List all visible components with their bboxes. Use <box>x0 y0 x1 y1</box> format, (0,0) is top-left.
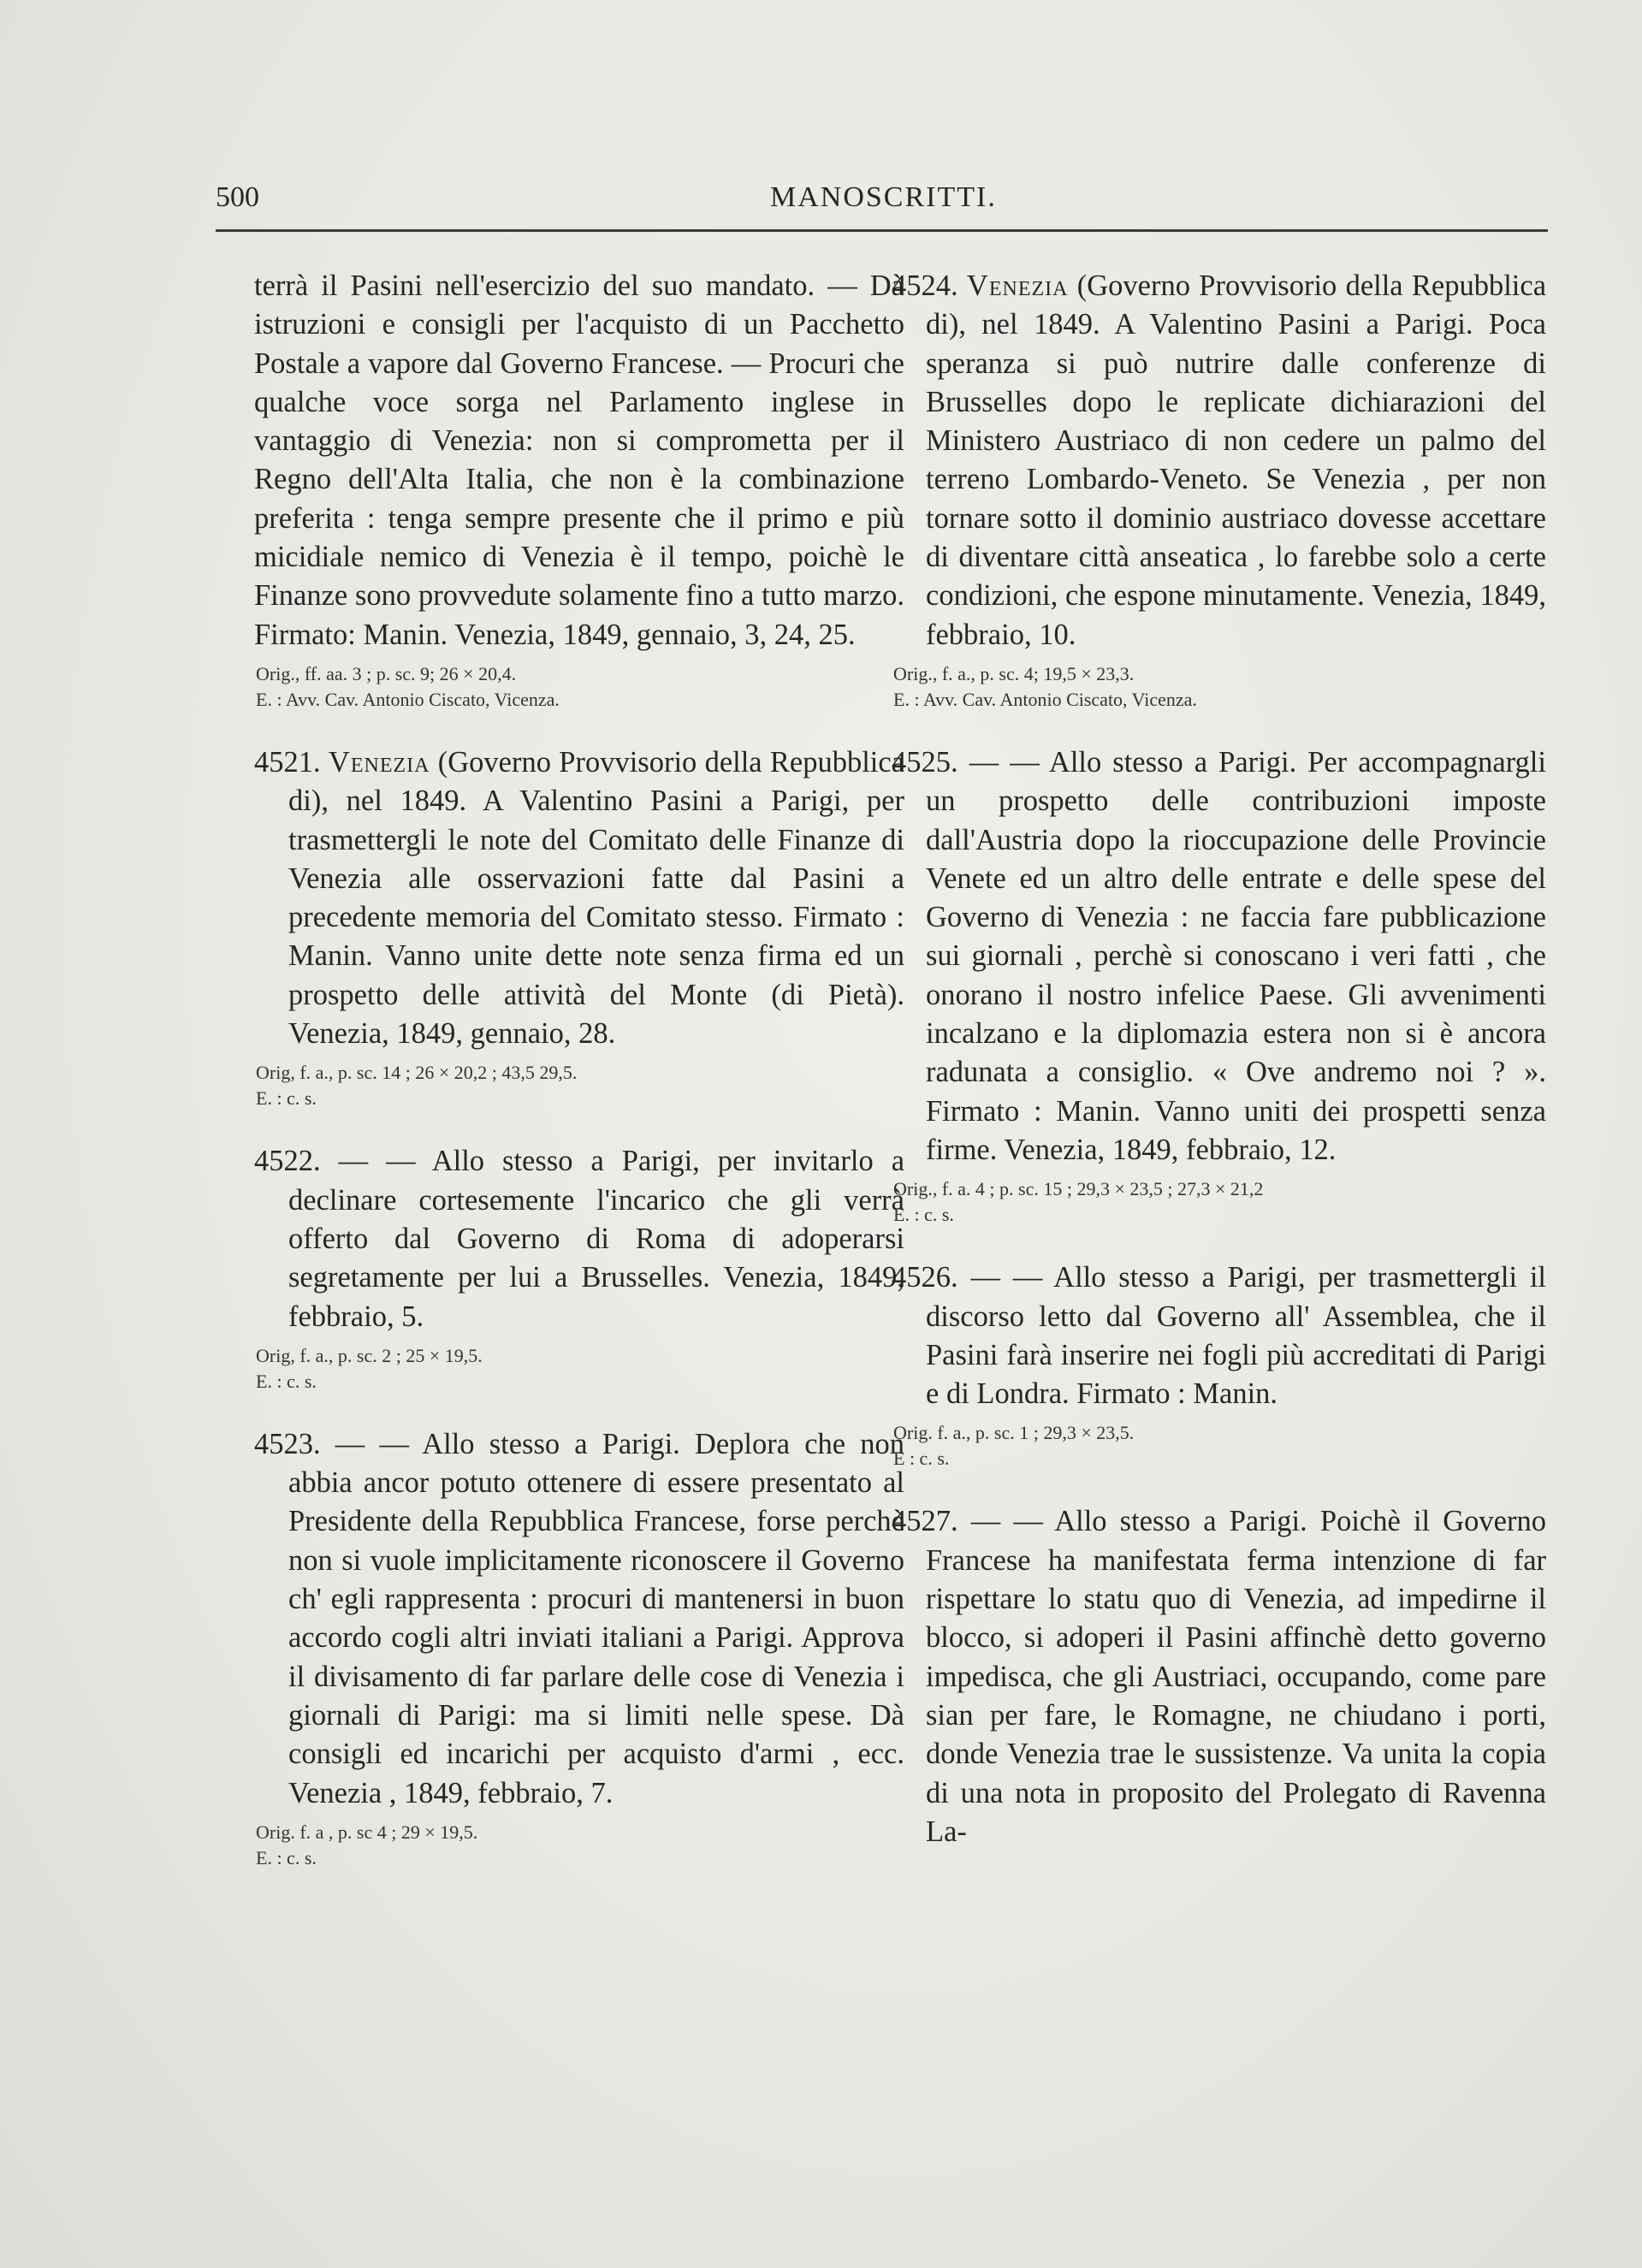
entry-meta <box>254 661 904 713</box>
entry-number: 4521. <box>254 745 321 779</box>
meta-line: E. : c. s. <box>256 1370 317 1392</box>
entry-sender: — — <box>969 745 1040 779</box>
entry-body: (Governo Provvisorio della Repubblica di), nel 1849. A Valentino Pasini a Parigi. Poca speranza si può nutrire dalle conferenze di Brusselles dopo le replicate dichiarazioni del Ministero Austriaco di non cedere un palmo del terreno Lombardo-Veneto. Se Venezia , per non tornare sotto il dominio austriaco dovesse accettare di diventare città anseatica , lo farebbe solo a certe condizioni, che espone minutamente. Venezia, 1849, febbraio, 10. <box>926 269 1547 651</box>
meta-line: E. : c. s. <box>256 1087 317 1110</box>
catalog-entry <box>892 1258 1546 1472</box>
header-rule <box>216 229 1548 232</box>
entry-body: Allo stesso a Parigi, per invitarlo a declinare cortesemente l'incarico che gli verrà offerto dal Governo di Roma di adoperarsi segretamente per lui a Brusselles. Venezia, 1849, febbraio, 5. <box>288 1145 905 1333</box>
meta-line: Orig, f. a., p. sc. 14 ; 26 × 20,2 ; 43,5 29,5. <box>256 1062 578 1084</box>
entry-number: 4527. <box>892 1505 958 1538</box>
meta-line: Orig., f. a. 4 ; p. sc. 15 ; 29,3 × 23,5 ; 27,3 × 21,2 <box>893 1178 1264 1200</box>
entry-meta <box>892 1176 1546 1228</box>
entry-body: (Governo Provvisorio della Repubblica di), nel 1849. A Valentino Pasini a Parigi, per trasmettergli le note del Comitato delle Finanze di Venezia alle osservazioni fatte dal Pasini a precedente memoria del Comitato stesso. Firmato : Manin. Vanno unite dette note senza firma ed un prospetto delle attività del Monte (di Pietà). Venezia, 1849, gennaio, 28. <box>288 745 905 1051</box>
continuation-entry <box>254 267 904 713</box>
entry-sender: — — <box>335 1427 409 1460</box>
catalog-entry <box>892 267 1546 713</box>
entry-meta <box>254 1820 904 1871</box>
entry-sender: — — <box>338 1145 416 1178</box>
right-column <box>892 267 1546 1882</box>
catalog-entry <box>892 1502 1546 1851</box>
entry-number: 4525. <box>892 745 958 779</box>
entry-body: Allo stesso a Parigi. Per accompagnargli un prospetto delle contribuzioni imposte dall'Austria dopo la rioccupazione delle Provincie Venete ed un altro delle entrate e delle spese del Governo di Venezia : ne faccia fare pubblicazione sui giornali , perchè si conoscano i veri fatti , che onorano il nostro infelice Paese. Gli avvenimenti incalzano e la diplomazia estera non si è ancora radunata a consiglio. « Ove andremo noi ? ». Firmato : Manin. Vanno uniti dei prospetti senza firme. Venezia, 1849, febbraio, 12. <box>926 745 1546 1166</box>
entry-text <box>892 1502 1546 1851</box>
meta-line: Orig., f. a., p. sc. 4; 19,5 × 23,3. <box>893 662 1135 684</box>
entry-text <box>892 267 1546 654</box>
entry-sender: — — <box>970 1505 1043 1538</box>
entry-meta <box>892 661 1546 713</box>
entry-text: terrà il Pasini nell'esercizio del suo mandato. — Dà istruzioni e consigli per l'acquisto di un Pacchetto Postale a vapore dal Governo Francese. — Procuri che qualche voce sorga nel Parlamento inglese in vantaggio di Venezia: non si comprometta per il Regno dell'Alta Italia, che non è la combinazione preferita : tenga sempre presente che il primo e più micidiale nemico di Venezia è il tempo, poichè le Finanze sono provvedute solamente fino a tutto marzo. Firmato: Manin. Venezia, 1849, gennaio, 3, 24, 25. <box>254 269 904 651</box>
entry-text <box>254 1425 904 1813</box>
entry-number: 4522. <box>254 1145 321 1178</box>
meta-line: Orig., ff. aa. 3 ; p. sc. 9; 26 × 20,4. <box>256 662 517 684</box>
entry-text <box>254 743 904 1053</box>
meta-line: E. : Avv. Cav. Antonio Ciscato, Vicenza. <box>893 688 1197 710</box>
entry-number: 4526. <box>892 1261 958 1294</box>
page-number: 500 <box>216 181 259 213</box>
meta-line: Orig, f. a., p. sc. 2 ; 25 × 19,5. <box>256 1344 483 1366</box>
entry-sender: Venezia <box>966 269 1069 302</box>
meta-line: E. : c. s. <box>256 1846 317 1868</box>
entry-number: 4523. <box>254 1427 321 1460</box>
entry-text <box>892 743 1546 1170</box>
left-column <box>254 267 904 1902</box>
catalog-entry <box>254 1142 904 1394</box>
catalog-entry <box>254 1425 904 1871</box>
entry-text <box>254 1142 904 1335</box>
meta-line: E : c. s. <box>893 1448 950 1470</box>
entry-sender: Venezia <box>328 745 430 779</box>
entry-number: 4524. <box>892 269 958 302</box>
entry-meta <box>254 1060 904 1111</box>
meta-line: E. : c. s. <box>893 1204 954 1226</box>
meta-line: E. : Avv. Cav. Antonio Ciscato, Vicenza. <box>256 688 560 710</box>
entry-body: Allo stesso a Parigi, per trasmettergli il discorso letto dal Governo all' Assemblea, che il Pasini farà inserire nei fogli più accreditati di Parigi e di Londra. Firmato : Manin. <box>926 1261 1547 1411</box>
meta-line: Orig. f. a., p. sc. 1 ; 29,3 × 23,5. <box>893 1422 1135 1444</box>
entry-meta <box>892 1420 1546 1472</box>
entry-text <box>892 1258 1546 1413</box>
meta-line: Orig. f. a , p. sc 4 ; 29 × 19,5. <box>256 1821 478 1843</box>
entry-sender: — — <box>970 1261 1043 1294</box>
running-title: MANOSCRITTI. <box>770 181 997 213</box>
catalog-entry <box>892 743 1546 1228</box>
entry-body: Allo stesso a Parigi. Poichè il Governo Francese ha manifestata ferma intenzione di far rispettare lo statu quo di Venezia, ad impedirne il blocco, si adoperi il Pasini affinchè detto governo impedisca, che gli Austriaci, occupando, come pare sian per fare, le Romagne, ne chiudano i porti, donde Venezia trae le sussistenze. Va unita la copia di una nota in proposito del Prolegato di Ravenna La- <box>926 1505 1546 1848</box>
entry-body: Allo stesso a Parigi. Deplora che non abbia ancor potuto ottenere di essere presentato al Presidente della Repubblica Francese, forse perchè non si vuole implicitamente riconoscere il Governo ch' egli rappresenta : procuri di mantenersi in buon accordo cogli altri inviati italiani a Parigi. Approva il divisamento di far parlare delle cose di Venezia i giornali di Parigi: ma si limiti nelle spese. Dà consigli ed incarichi per acquisto d'armi , ecc. Venezia , 1849, febbraio, 7. <box>288 1427 904 1809</box>
entry-meta <box>254 1343 904 1395</box>
catalog-entry <box>254 743 904 1111</box>
